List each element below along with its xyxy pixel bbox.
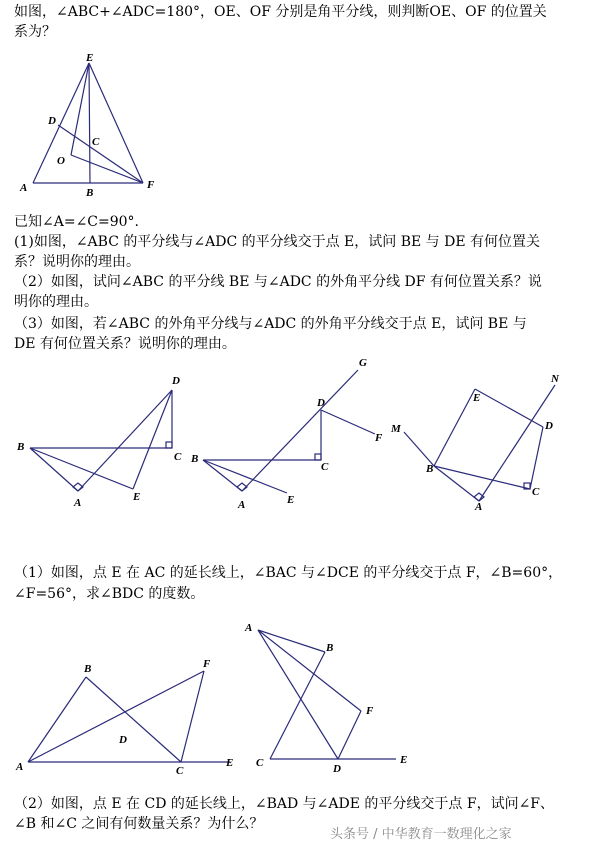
label-F: F xyxy=(147,179,155,191)
label-D: D xyxy=(172,375,180,387)
problem2-line3: 系？说明你的理由。 xyxy=(14,254,140,270)
label-E: E xyxy=(133,491,141,503)
figure-problem2-1 xyxy=(30,390,172,491)
problem4-line1: （2）如图，点 E 在 CD 的延长线上，∠BAD 与∠ADE 的平分线交于点 F，试问∠F、 xyxy=(14,796,555,812)
label-D: D xyxy=(48,115,56,127)
label-A: A xyxy=(16,761,24,773)
label-E: E xyxy=(86,52,94,64)
problem2-line4: （2）如图，试问∠ABC 的平分线 BE 与∠ADC 的外角平分线 DF 有何位置关系？说 xyxy=(14,274,542,290)
label-E: E xyxy=(287,494,295,506)
label-C: C xyxy=(92,136,100,148)
label-C: C xyxy=(532,486,540,498)
label-D: D xyxy=(119,734,127,746)
label-M: M xyxy=(391,423,401,435)
figure-problem3-1-labels xyxy=(15,658,233,777)
label-B: B xyxy=(426,463,434,475)
label-D: D xyxy=(317,397,325,409)
label-N: N xyxy=(551,373,559,385)
problem3-line2: ∠F=56°，求∠BDC 的度数。 xyxy=(14,586,205,602)
problem4-line2: ∠B 和∠C 之间有何数量关系？为什么？ xyxy=(14,816,264,832)
label-C: C xyxy=(176,765,184,777)
label-C: C xyxy=(321,461,329,473)
label-F: F xyxy=(375,432,383,444)
label-E: E xyxy=(473,392,481,404)
problem1-line2: 系为？ xyxy=(14,24,56,40)
problem3-line1: （1）如图，点 E 在 AC 的延长线上，∠BAC 与∠DCE 的平分线交于点 F，∠B=60°， xyxy=(14,565,563,581)
problem1-line1: 如图，∠ABC+∠ADC=180°，OE、OF 分别是角平分线，则判断OE、OF 的位置关 xyxy=(14,4,547,20)
label-B: B xyxy=(86,187,94,199)
figure-problem3-2-labels xyxy=(244,622,407,775)
label-F: F xyxy=(366,705,374,717)
label-E: E xyxy=(400,754,408,766)
label-F: F xyxy=(203,658,211,670)
label-B: B xyxy=(17,441,25,453)
problem2-line2: (1)如图，∠ABC 的平分线与∠ADC 的平分线交于点 E，试问 BE 与 DE 有何位置关 xyxy=(14,234,541,250)
watermark: 头条号 / 中华教育一数理化之家 xyxy=(330,827,512,842)
problem2-line5: 明你的理由。 xyxy=(14,294,98,310)
problem2-line7: DE 有何位置关系？说明你的理由。 xyxy=(14,336,236,352)
figure-problem2-3-labels xyxy=(390,373,560,513)
label-B: B xyxy=(191,453,199,465)
problem2-line6: （3）如图，若∠ABC 的外角平分线与∠ADC 的外角平分线交于点 E，试问 BE 与 xyxy=(14,316,527,332)
figure-problem2-2-labels xyxy=(190,357,383,511)
label-A: A xyxy=(475,501,483,513)
label-A: A xyxy=(20,182,28,194)
label-C: C xyxy=(174,451,182,463)
figure-problem2-1-labels xyxy=(16,375,182,509)
label-G: G xyxy=(359,357,367,369)
label-A: A xyxy=(245,622,253,634)
figure-problem3-1 xyxy=(28,671,230,762)
label-C: C xyxy=(256,757,264,769)
label-A: A xyxy=(238,499,246,511)
label-O: O xyxy=(57,155,65,167)
label-D: D xyxy=(333,763,341,775)
label-E: E xyxy=(226,757,234,769)
label-D: D xyxy=(545,420,553,432)
label-B: B xyxy=(84,663,92,675)
problem2-line1: 已知∠A=∠C=90°. xyxy=(14,214,140,230)
figure-problem2-2 xyxy=(203,370,375,493)
label-B: B xyxy=(326,642,334,654)
label-A: A xyxy=(74,497,82,509)
